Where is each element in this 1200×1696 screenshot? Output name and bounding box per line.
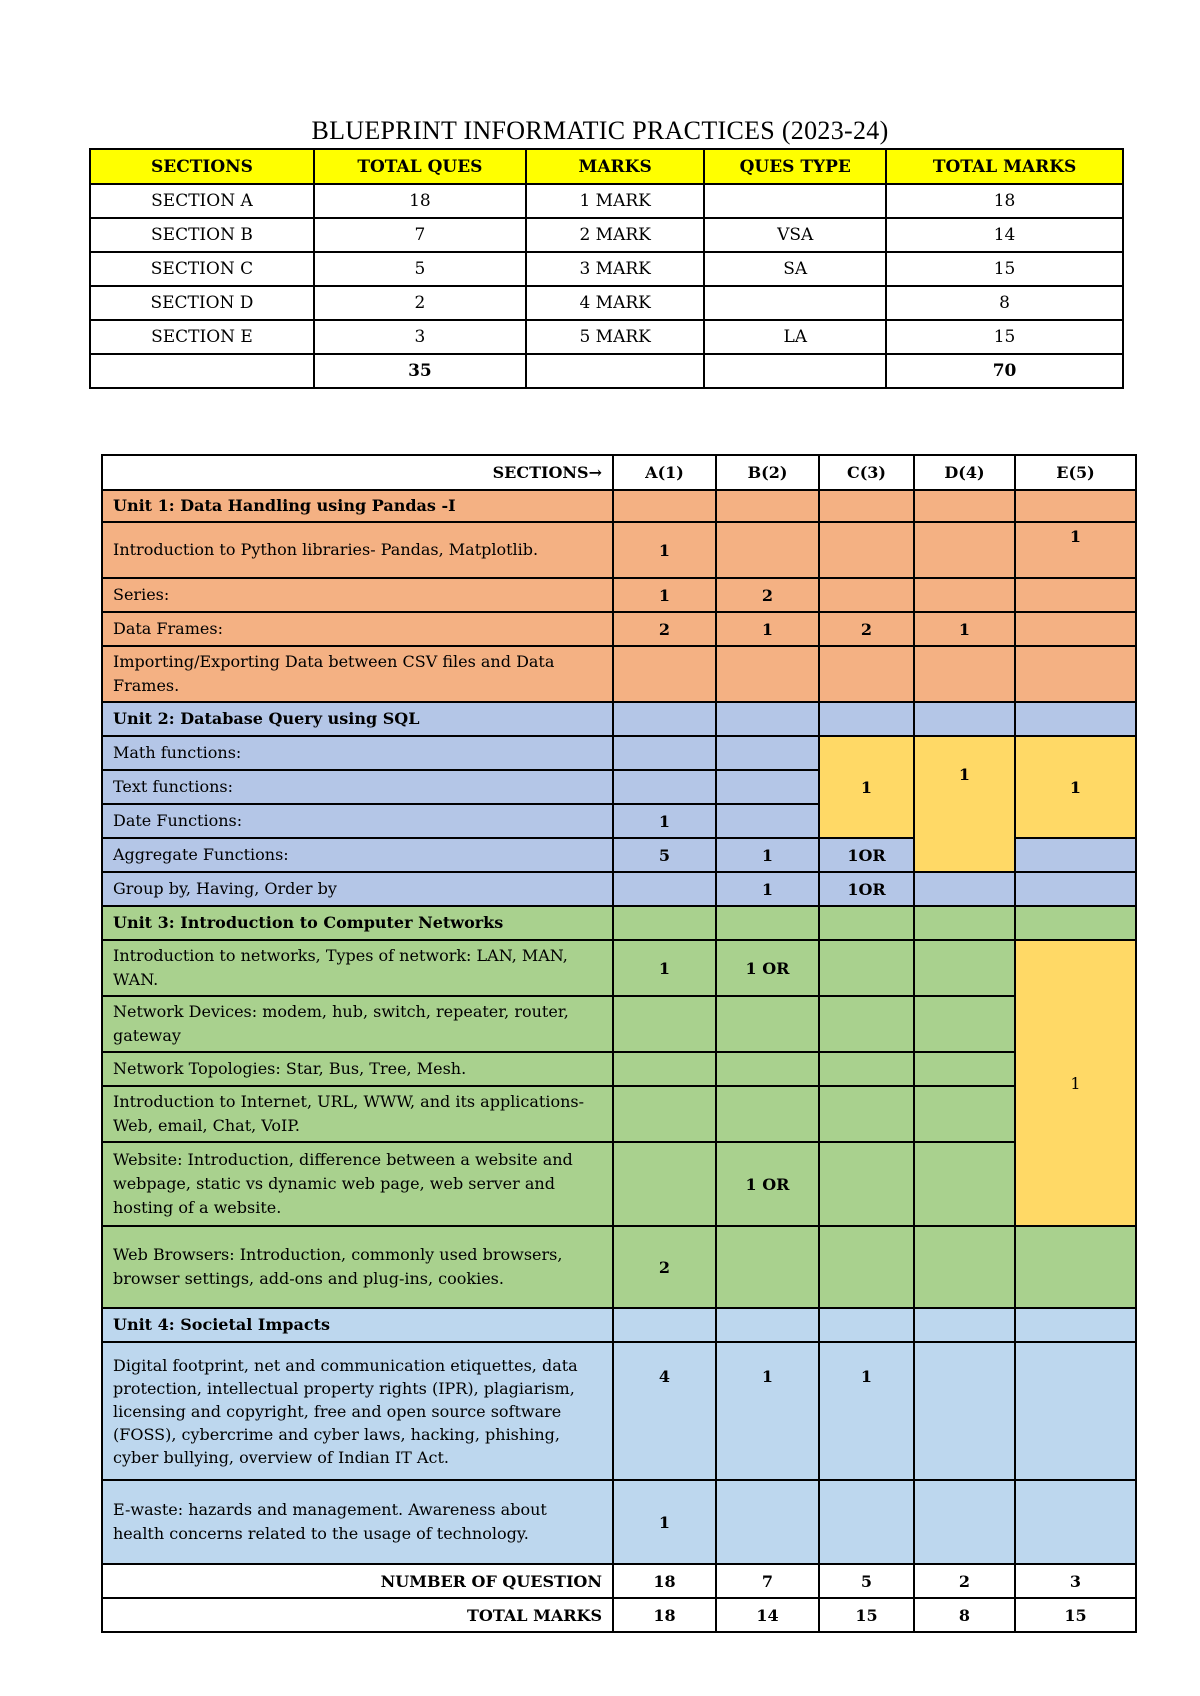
table-cell: SECTION B [90,218,314,252]
blueprint-table [101,454,1137,1633]
summary-row-section-a [90,184,1123,218]
unit-title: Unit 2: Database Query using SQL [102,702,613,736]
table-cell: VSA [704,218,886,252]
table-cell: 1 [716,838,819,872]
table-cell: 1 [613,1480,716,1564]
table-cell [704,354,886,388]
unit-title: Unit 3: Introduction to Computer Networks [102,906,613,940]
table-row [102,872,1136,906]
table-cell: 1 [819,736,914,838]
unit-title: Unit 4: Societal Impacts [102,1308,613,1342]
table-row [102,1142,1136,1226]
table-cell: 3 MARK [526,252,704,286]
table-cell: SECTION D [90,286,314,320]
table-cell: 2 [613,1226,716,1308]
table-cell: 1 OR [716,1142,819,1226]
table-cell [90,354,314,388]
table-cell: 4 MARK [526,286,704,320]
header-sections: SECTIONS [90,149,314,184]
table-cell: 5 [314,252,526,286]
summary-row-section-d [90,286,1123,320]
table-cell: LA [704,320,886,354]
topic-label: Date Functions: [102,804,613,838]
unit3-title-row [102,906,1136,940]
table-cell: 1 MARK [526,184,704,218]
table-cell: 1 [716,1342,819,1480]
topic-label: Introduction to Internet, URL, WWW, and its applications- Web, email, Chat, VoIP. [102,1086,613,1142]
topic-label: Importing/Exporting Data between CSV files and Data Frames. [102,646,613,702]
unit4-title-row [102,1308,1136,1342]
topic-label: Digital footprint, net and communication etiquettes, data protection, intellectual property rights (IPR), plagiarism, licensing and copyright, free and open source software (FOSS), cybercrime and cyber laws, hacking, phishing, cyber bullying, overview of Indian IT Act. [102,1342,613,1480]
table-cell: 1 [914,612,1015,646]
table-cell [704,184,886,218]
footer-label: TOTAL MARKS [102,1598,613,1632]
table-cell: 3 [1015,1564,1136,1598]
topic-label: Data Frames: [102,612,613,646]
table-cell: SECTION A [90,184,314,218]
table-cell: 15 [1015,1598,1136,1632]
table-row [102,1052,1136,1086]
topic-label: Group by, Having, Order by [102,872,613,906]
unit1-title-row [102,490,1136,522]
summary-row-section-e [90,320,1123,354]
table-cell: 1 [613,804,716,838]
table-cell: 15 [819,1598,914,1632]
topic-label: Aggregate Functions: [102,838,613,872]
header-a: A(1) [613,455,716,490]
table-row [102,578,1136,612]
table-cell: 2 [716,578,819,612]
table-cell: 8 [914,1598,1015,1632]
table-cell: 1 [716,612,819,646]
table-cell: 1 [613,940,716,996]
table-row [102,1226,1136,1308]
header-sections-arrow: SECTIONS→ [102,455,613,490]
table-cell: 2 MARK [526,218,704,252]
table-cell: SECTION E [90,320,314,354]
table-cell: 7 [314,218,526,252]
table-cell: 7 [716,1564,819,1598]
header-d: D(4) [914,455,1015,490]
table-cell: 2 [613,612,716,646]
table-cell: 35 [314,354,526,388]
table-row [102,1342,1136,1480]
table-cell: 1 [1015,940,1136,1226]
header-total-marks: TOTAL MARKS [886,149,1123,184]
table-cell: 1 [613,578,716,612]
topic-label: Website: Introduction, difference between a website and webpage, static vs dynamic web page, web server and hosting of a website. [102,1142,613,1226]
table-cell: 14 [716,1598,819,1632]
table-cell: 4 [613,1342,716,1480]
table-cell: 1 [1015,522,1136,578]
table-cell: 5 [613,838,716,872]
table-cell [526,354,704,388]
header-c: C(3) [819,455,914,490]
table-cell: 1OR [819,838,914,872]
table-cell: 2 [819,612,914,646]
table-cell: 1OR [819,872,914,906]
summary-table [89,148,1124,389]
table-cell: 18 [613,1564,716,1598]
table-cell: 18 [314,184,526,218]
topic-label: Series: [102,578,613,612]
header-ques-type: QUES TYPE [704,149,886,184]
table-row [102,646,1136,702]
table-cell: 15 [886,320,1123,354]
table-cell: 18 [613,1598,716,1632]
table-cell [704,286,886,320]
summary-header-row [90,149,1123,184]
table-row [102,612,1136,646]
topic-label: Math functions: [102,736,613,770]
table-row [102,996,1136,1052]
table-cell: 8 [886,286,1123,320]
table-row [102,522,1136,578]
topic-label: Introduction to Python libraries- Pandas, Matplotlib. [102,522,613,578]
table-cell: 70 [886,354,1123,388]
total-marks-row [102,1598,1136,1632]
topic-label: E-waste: hazards and management. Awareness about health concerns related to the usage of technology. [102,1480,613,1564]
unit-title: Unit 1: Data Handling using Pandas -I [102,490,613,522]
table-cell: 1 [1015,736,1136,838]
table-cell: 2 [314,286,526,320]
topic-label: Network Topologies: Star, Bus, Tree, Mesh. [102,1052,613,1086]
table-cell: 14 [886,218,1123,252]
table-cell: 1 [914,736,1015,872]
header-total-ques: TOTAL QUES [314,149,526,184]
table-row [102,736,1136,770]
summary-row-section-c [90,252,1123,286]
table-cell: 18 [886,184,1123,218]
number-of-question-row [102,1564,1136,1598]
table-cell: 1 [716,872,819,906]
summary-row-section-b [90,218,1123,252]
table-cell: SECTION C [90,252,314,286]
table-cell: 1 [819,1342,914,1480]
unit2-title-row [102,702,1136,736]
page-title: BLUEPRINT INFORMATIC PRACTICES (2023-24) [311,116,889,145]
topic-label: Web Browsers: Introduction, commonly used browsers, browser settings, add-ons and plug-ins, cookies. [102,1226,613,1308]
header-marks: MARKS [526,149,704,184]
table-cell: 15 [886,252,1123,286]
table-cell: 2 [914,1564,1015,1598]
summary-total-row [90,354,1123,388]
blueprint-header-row [102,455,1136,490]
header-b: B(2) [716,455,819,490]
header-e: E(5) [1015,455,1136,490]
table-row [102,1480,1136,1564]
table-cell: 3 [314,320,526,354]
footer-label: NUMBER OF QUESTION [102,1564,613,1598]
topic-label: Text functions: [102,770,613,804]
table-row [102,1086,1136,1142]
table-cell: 1 [613,522,716,578]
table-cell: SA [704,252,886,286]
table-cell: 5 MARK [526,320,704,354]
table-row [102,940,1136,996]
table-cell: 5 [819,1564,914,1598]
table-cell: 1 OR [716,940,819,996]
topic-label: Introduction to networks, Types of network: LAN, MAN, WAN. [102,940,613,996]
topic-label: Network Devices: modem, hub, switch, repeater, router, gateway [102,996,613,1052]
